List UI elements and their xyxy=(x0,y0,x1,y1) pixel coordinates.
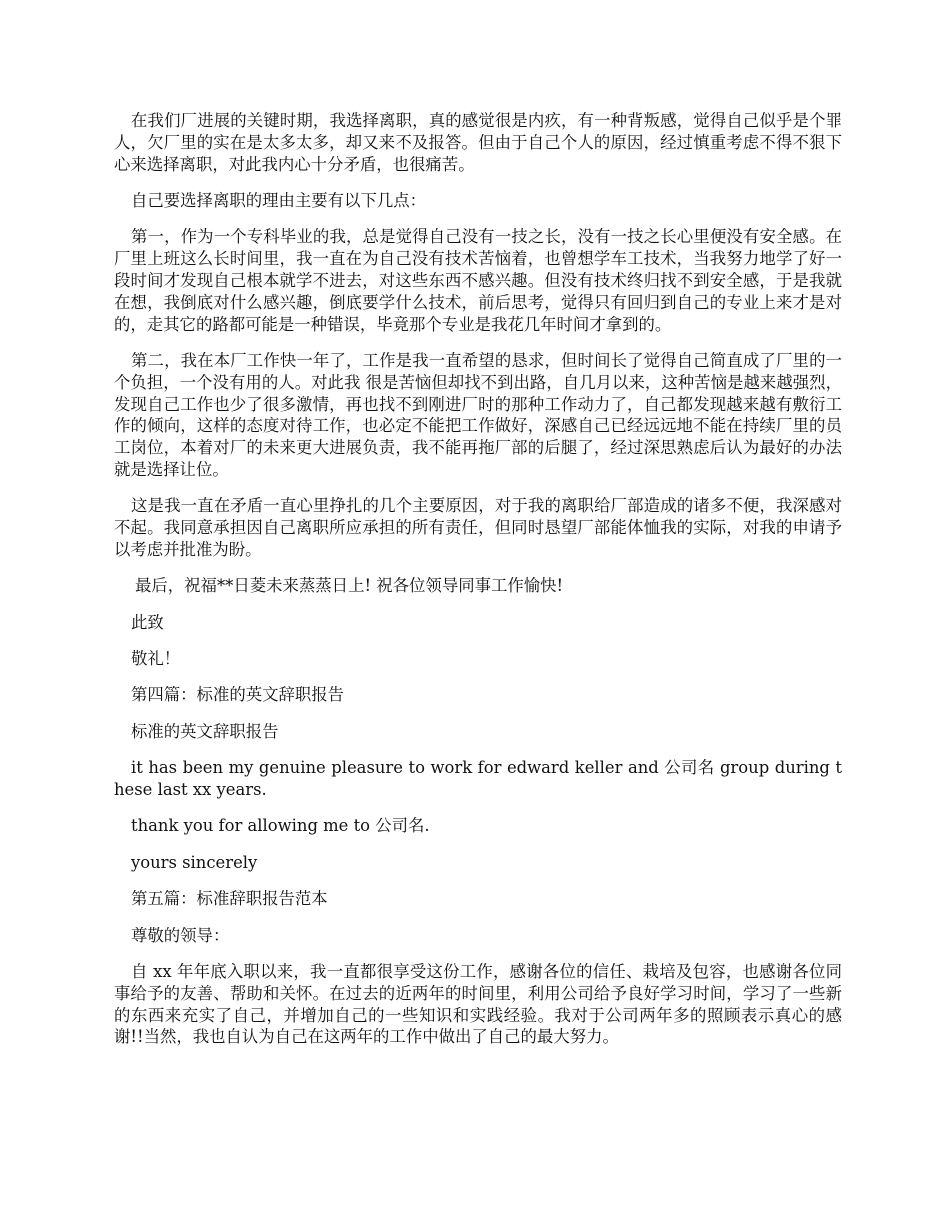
document-body xyxy=(114,110,842,1063)
paragraph-reason-two: 第二，我在本厂工作快一年了，工作是我一直希望的恳求，但时间长了觉得自己简直成了厂里的一个负担，一个没有用的人。对此我 很是苦恼但却找不到出路，自几月以来，这种苦恼是越来越强烈，发现自己工作也少了很多激情，再也找不到刚进厂时的那种工作动力了，自己都发现越来越有敷衍工作的倾向，这样的态度对待工作，也必定不能把工作做好，深感自己已经远远地不能在持续厂里的员工岗位，本着对厂的未来更大进展负责，我不能再拖厂部的后腿了，经过深思熟虑后认为最好的办法就是选择让位。 xyxy=(114,350,842,479)
paragraph-english-body: it has been my genuine pleasure to work for edward keller and 公司名 group during these last xx years. xyxy=(114,758,842,800)
paragraph-reasons-heading: 自己要选择离职的理由主要有以下几点： xyxy=(131,190,427,210)
paragraph-english-thanks: thank you for allowing me to 公司名. xyxy=(131,816,430,836)
paragraph-apology: 这是我一直在矛盾一直心里挣扎的几个主要原因，对于我的离职给厂部造成的诸多不便，我深感对不起。我同意承担因自己离职所应承担的所有责任，但同时恳望厂部能体恤我的实际，对我的申请予以考虑并批准为盼。 xyxy=(114,496,842,559)
paragraph-reason-one: 第一，作为一个专科毕业的我，总是觉得自己没有一技之长，没有一技之长心里便没有安全感。在厂里上班这么长时间里，我一直在为自己没有技术苦恼着，也曾想学车工技术，当我努力地学了好一段时间才发现自己根本就学不进去，对这些东西不感兴趣。但没有技术终归找不到安全感，于是我就在想，我倒底对什么感兴趣，倒底要学什么技术，前后思考，觉得只有回归到自己的专业上来才是对的，走其它的路都可能是一种错误，毕竟那个专业是我花几年时间才拿到的。 xyxy=(114,227,842,334)
paragraph-salutation: 此致 xyxy=(131,612,164,632)
paragraph-intro: 在我们厂进展的关键时期，我选择离职，真的感觉很是内疚，有一种背叛感，觉得自己似乎是个罪人，欠厂里的实在是太多太多，却又来不及报答。但由于自己个人的原因，经过慎重考虑不得不狠下心来选择离职，对此我内心十分矛盾，也很痛苦。 xyxy=(114,111,842,174)
section-heading-five: 第五篇：标准辞职报告范本 xyxy=(131,889,328,909)
paragraph-english-signoff: yours sincerely xyxy=(131,852,258,872)
subheading-english-report: 标准的英文辞职报告 xyxy=(131,721,279,741)
section-heading-four: 第四篇：标准的英文辞职报告 xyxy=(131,685,345,705)
paragraph-greeting: 尊敬的领导： xyxy=(131,925,230,945)
paragraph-final-body: 自 xx 年年底入职以来，我一直都很享受这份工作，感谢各位的信任、栽培及包容，也感谢各位同事给予的友善、帮助和关怀。在过去的近两年的时间里，利用公司给予良好学习时间，学习了一些新的东西来充实了自己，并增加自己的一些知识和实践经验。我对于公司两年多的照顾表示真心的感谢!!当然，我也自认为自己在这两年的工作中做出了自己的最大努力。 xyxy=(114,962,842,1047)
paragraph-regards: 敬礼！ xyxy=(131,649,181,669)
paragraph-closing-wish: 最后，祝福**日菱未来蒸蒸日上! 祝各位领导同事工作愉快! xyxy=(135,576,564,596)
